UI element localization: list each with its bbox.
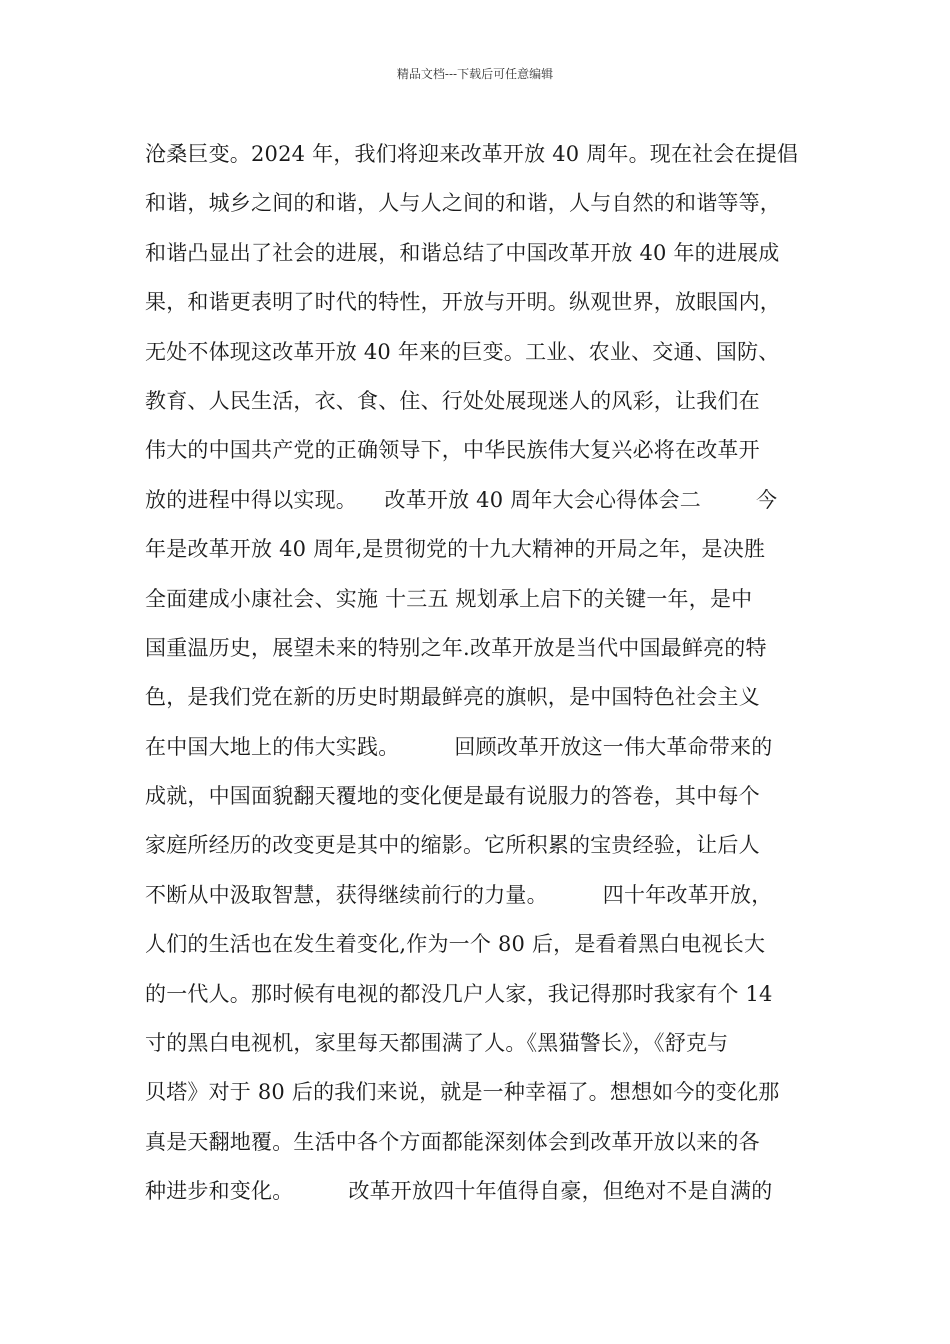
paragraph-line: 放的进程中得以实现。 改革开放 40 周年大会心得体会二 今 (145, 487, 778, 512)
paragraph-line: 无处不体现这改革开放 40 年来的巨变。工业、农业、交通、国防、 (145, 339, 780, 364)
paragraph-line: 年是改革开放 40 周年,是贯彻党的十九大精神的开局之年，是决胜 (145, 537, 766, 562)
document-body (145, 130, 825, 1217)
paragraph-line: 果，和谐更表明了时代的特性，开放与开明。纵观世界，放眼国内， (145, 290, 781, 315)
paragraph-line: 和谐凸显出了社会的进展，和谐总结了中国改革开放 40 年的进展成 (145, 240, 780, 265)
paragraph-line: 寸的黑白电视机，家里每天都围满了人。《黑猫警长》，《舒克与 (145, 1031, 729, 1056)
paragraph-line: 成就，中国面貌翻天覆地的变化便是最有说服力的答卷，其中每个 (145, 784, 760, 809)
paragraph-line: 国重温历史，展望未来的特别之年.改革开放是当代中国最鲜亮的特 (145, 635, 767, 660)
paragraph-line: 伟大的中国共产党的正确领导下，中华民族伟大复兴必将在改革开 (145, 438, 760, 463)
paragraph-line: 人们的生活也在发生着变化,作为一个 80 后，是看着黑白电视长大 (145, 932, 766, 957)
page-header: 精品文档---下载后可任意编辑 (396, 67, 554, 81)
paragraph-line: 家庭所经历的改变更是其中的缩影。它所积累的宝贵经验，让后人 (145, 833, 760, 858)
paragraph-line: 的一代人。那时候有电视的都没几户人家，我记得那时我家有个 14 (145, 981, 773, 1006)
paragraph-line: 种进步和变化。 改革开放四十年值得自豪，但绝对不是自满的 (145, 1179, 773, 1204)
paragraph-line: 贝塔》对于 80 后的我们来说，就是一种幸福了。想想如今的变化那 (145, 1080, 780, 1105)
paragraph-line: 和谐，城乡之间的和谐，人与人之间的和谐，人与自然的和谐等等， (145, 191, 781, 216)
paragraph-line: 真是天翻地覆。生活中各个方面都能深刻体会到改革开放以来的各 (145, 1129, 760, 1154)
paragraph-line: 在中国大地上的伟大实践。 回顾改革开放这一伟大革命带来的 (145, 734, 773, 759)
paragraph-line: 全面建成小康社会、实施 十三五 规划承上启下的关键一年，是中 (145, 586, 753, 611)
paragraph-line: 教育、人民生活，衣、食、住、行处处展现迷人的风彩，让我们在 (145, 388, 760, 413)
paragraph-line: 不断从中汲取智慧，获得继续前行的力量。 四十年改革开放， (145, 882, 773, 907)
paragraph-line: 沧桑巨变。2024 年，我们将迎来改革开放 40 周年。现在社会在提倡 (145, 142, 799, 166)
paragraph-line: 色，是我们党在新的历史时期最鲜亮的旗帜，是中国特色社会主义 (145, 685, 760, 710)
